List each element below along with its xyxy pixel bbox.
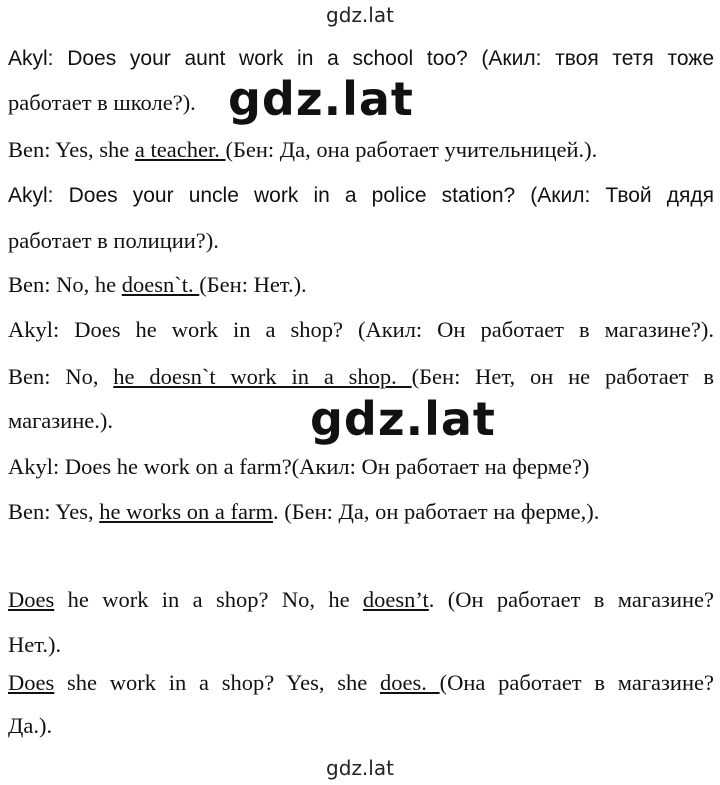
line-text: she work in a shop? Yes, she bbox=[54, 670, 380, 695]
dialogue-line-4 bbox=[8, 181, 714, 210]
speaker-label: Akyl: bbox=[8, 184, 54, 207]
speaker-label: Ben: bbox=[8, 272, 51, 297]
underlined-word: does. bbox=[379, 670, 440, 695]
dialogue-line-1 bbox=[8, 44, 714, 73]
dialogue-line-5 bbox=[8, 227, 714, 255]
line-text: (Бен: Да, она работает учительницей.). bbox=[225, 137, 598, 162]
line-text: Yes, bbox=[50, 499, 100, 524]
line-text: работает в полиции?). bbox=[8, 228, 219, 253]
line-text: . (Бен: Да, он работает на ферме,). bbox=[272, 499, 600, 524]
underlined-answer: a teacher. bbox=[134, 137, 226, 162]
example-line-3 bbox=[8, 669, 714, 697]
dialogue-line-7 bbox=[8, 316, 714, 344]
watermark-overlay: gdz.lat bbox=[310, 392, 496, 446]
line-text: Does your aunt work in a school too? (Акил: твоя тетя тоже bbox=[53, 47, 714, 70]
line-text: (Бен: Нет.). bbox=[199, 272, 307, 297]
speaker-label: Ben: bbox=[8, 137, 51, 162]
dialogue-line-10 bbox=[8, 453, 714, 481]
footer-watermark: gdz.lat bbox=[326, 756, 394, 780]
line-text: Does your uncle work in a police station? (Акил: Твой дядя bbox=[53, 184, 714, 207]
line-text: (Бен: Нет, он не работает в bbox=[411, 364, 714, 389]
underlined-answer: he works on a farm bbox=[99, 499, 273, 524]
underlined-word: Does bbox=[8, 670, 55, 695]
line-text: Does he work in a shop? (Акил: Он работает в магазине?). bbox=[59, 317, 714, 342]
line-text: Да.). bbox=[8, 713, 53, 738]
underlined-answer: doesn`t. bbox=[121, 272, 200, 297]
speaker-label: Akyl: bbox=[8, 454, 60, 479]
line-text: he work in a shop? No, he bbox=[54, 587, 363, 612]
header-watermark: gdz.lat bbox=[326, 3, 394, 27]
example-line-2 bbox=[8, 631, 714, 659]
example-line-1 bbox=[8, 586, 714, 614]
speaker-label: Akyl: bbox=[8, 47, 54, 70]
dialogue-line-8 bbox=[8, 363, 714, 391]
speaker-label: Ben: bbox=[8, 364, 51, 389]
line-text: Yes, she bbox=[50, 137, 135, 162]
line-text: работает в школе?). bbox=[8, 90, 196, 115]
line-text: Нет.). bbox=[8, 632, 62, 657]
underlined-answer: he doesn`t work in a shop. bbox=[113, 364, 412, 389]
dialogue-line-11 bbox=[8, 498, 714, 526]
watermark-overlay: gdz.lat bbox=[228, 72, 414, 126]
line-text: (Она работает в магазине? bbox=[439, 670, 714, 695]
line-text: магазине.). bbox=[8, 408, 113, 433]
line-text: No, he bbox=[50, 272, 122, 297]
example-line-4 bbox=[8, 712, 714, 740]
dialogue-line-6 bbox=[8, 271, 714, 299]
speaker-label: Akyl: bbox=[8, 317, 60, 342]
line-text: . (Он работает в магазине? bbox=[428, 587, 714, 612]
dialogue-line-3 bbox=[8, 136, 714, 164]
speaker-label: Ben: bbox=[8, 499, 51, 524]
line-text: No, bbox=[50, 364, 114, 389]
line-text: Does he work on a farm?(Акил: Он работает на ферме?) bbox=[59, 454, 590, 479]
underlined-word: Does bbox=[8, 587, 55, 612]
underlined-word: doesn’t bbox=[362, 587, 429, 612]
